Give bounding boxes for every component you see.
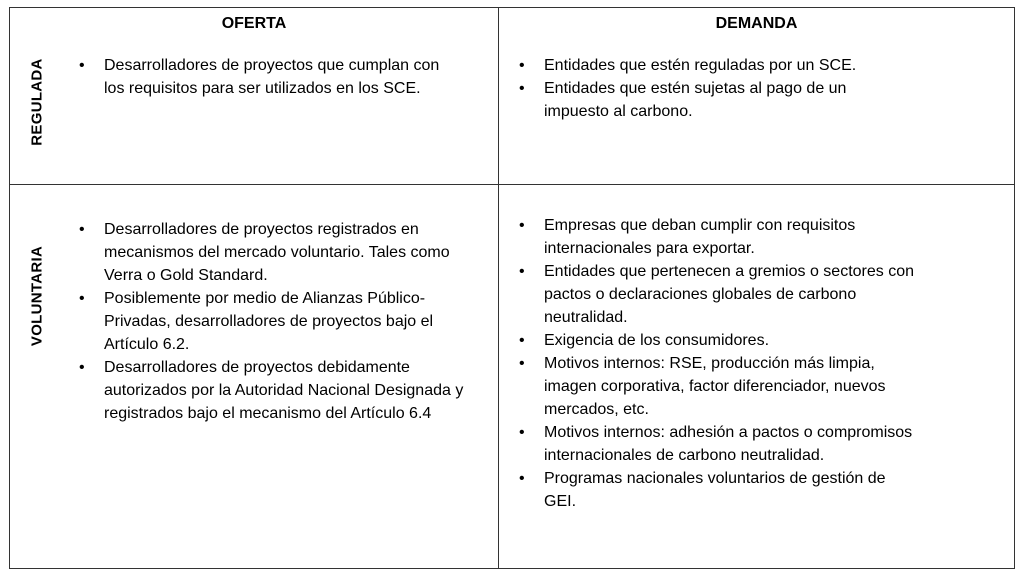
list-item: • Motivos internos: adhesión a pactos o compromisos internacionales de carbono neutralidad. [516,421,916,467]
header-demanda: DEMANDA [715,15,798,32]
list-item: • Desarrolladores de proyectos debidamente autorizados por la Autoridad Nacional Designada y registrados bajo el mecanismo del Artículo 6.4 [76,356,476,425]
cell-regulada-oferta [76,54,452,100]
cell-voluntaria-oferta [76,218,476,425]
header-oferta: OFERTA [221,15,287,32]
market-matrix-table [9,7,1015,569]
list-item: • Entidades que estén sujetas al pago de un impuesto al carbono. [516,77,896,123]
list-item: • Posiblemente por medio de Alianzas Público-Privadas, desarrolladores de proyectos bajo el Artículo 6.2. [76,287,476,356]
list-item: • Entidades que estén reguladas por un SCE. [516,54,896,77]
list-item: • Desarrolladores de proyectos que cumplan con los requisitos para ser utilizados en los SCE. [76,54,452,100]
bullet-list [76,54,452,100]
cell-regulada-demanda [516,54,896,123]
cell-voluntaria-demanda [516,214,916,513]
bullet-list [516,214,916,513]
row-label-regulada: REGULADA [28,58,46,146]
bullet-list [516,54,896,123]
column-divider [498,8,499,568]
list-item: • Motivos internos: RSE, producción más limpia, imagen corporativa, factor diferenciador, nuevos mercados, etc. [516,352,916,421]
row-divider [10,184,1014,185]
list-item: • Exigencia de los consumidores. [516,329,916,352]
list-item: • Entidades que pertenecen a gremios o sectores con pactos o declaraciones globales de carbono neutralidad. [516,260,916,329]
list-item: • Programas nacionales voluntarios de gestión de GEI. [516,467,916,513]
row-label-voluntaria: VOLUNTARIA [28,245,46,347]
bullet-list [76,218,476,425]
list-item: • Empresas que deban cumplir con requisitos internacionales para exportar. [516,214,916,260]
list-item: • Desarrolladores de proyectos registrados en mecanismos del mercado voluntario. Tales como Verra o Gold Standard. [76,218,476,287]
